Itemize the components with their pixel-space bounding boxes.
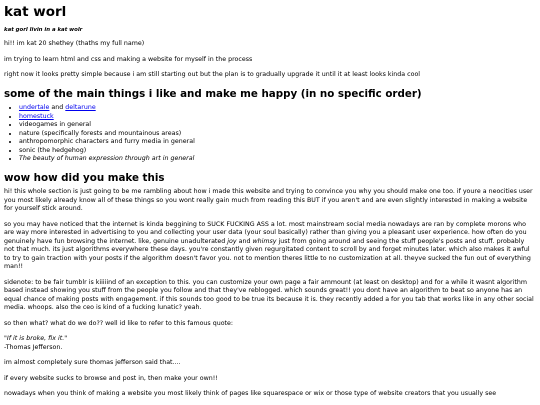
site-title: kat worl <box>4 4 67 20</box>
site-tagline: kat gorl livin in a kat wolr <box>4 27 83 34</box>
list-item: • videogames in general <box>19 121 536 130</box>
quote-block <box>4 335 536 352</box>
how-paragraph-4: so then what? what do we do?? well id like to refer to this famous quote: <box>4 319 234 327</box>
how-paragraph-6: if every website sucks to browse and post in, then make your own!! <box>4 374 218 382</box>
quote-text: "If it is broke, fix it." <box>4 335 68 343</box>
how-paragraph-5: im almost completely sure thomas jefferson said that.... <box>4 359 181 367</box>
undertale-link[interactable]: undertale <box>19 104 50 112</box>
how-paragraph-1: hi! this whole section is just going to be me rambling about how i made this website and trying to convince you why you should make one too. if youre a neocities user you most likely already know all of these things so you wont really gain much from reading this BUT if you aren't and are even slightly interested in making a website for yourself stick around. <box>4 188 533 213</box>
quote-attribution: -Thomas Jefferson. <box>4 343 63 351</box>
how-paragraph-3: sidenote: to be fair tumblr is kiiiiind of an exception to this. you can customize your own page a fair ammount (at least on desktop) and for a while it wasnt algorithm based instead showing you stuff from the people you follow and that they've reblogged. which sounds great!! you dont have an algorithm to beat so anyone has an equal chance of making posts with engagement. if this sounds too good to be true its because it is. they recently added a for you tab that works like in any other social media. whoops. also the ceo is kind of a fucking lunatic? yeah. <box>4 278 534 312</box>
list-item: • anthropomorphic characters and furry media in general <box>19 138 536 147</box>
list-item: • nature (specifically forests and mountainous areas) <box>19 130 536 139</box>
likes-list <box>4 104 536 164</box>
list-item <box>19 155 536 164</box>
intro-paragraph-2: im trying to learn html and css and making a website for myself in the process <box>4 55 253 63</box>
how-heading: wow how did you make this <box>4 171 165 184</box>
intro-paragraph-1: hi!! im kat 20 shethey (thaths my full name) <box>4 40 145 48</box>
how-paragraph-2: so you may have noticed that the internet is kinda beggining to SUCK FUCKING ASS a lot. most mainstream social media nowadays are ran by complete morons who are way more interested in advertising to you and collecting your user data (your soul basically) rather than giving you a pleasant user experience. how often do you genuinely have fun browsing the internet. like, genuine unadulterated joy and whimsy just from going around and seeing the stuff people's posts and stuff. probably not that much. its just algorithms everywhere these days. you're constantly given regurgitated content to scroll by and forget minutes later. which also makes it awful to try to gain traction with your posts if the algorithm doesn't favor you. not to mention theres little to no customization at all. theyve sucked the fun out of everything man!! <box>4 220 531 271</box>
intro-paragraph-3: right now it looks pretty simple because i am still starting out but the plan is to gradually upgrade it until it at least looks kinda cool <box>4 71 421 79</box>
homestuck-link[interactable]: homestuck <box>19 112 54 120</box>
list-item <box>19 113 536 122</box>
how-paragraph-7: nowadays when you think of making a website you most likely think of pages like squarespace or wix or those type of website creators that you usually see <box>4 390 497 398</box>
list-item-separator: and <box>51 104 64 112</box>
list-item: • sonic (the hedgehog) <box>19 147 536 156</box>
deltarune-link[interactable]: deltarune <box>65 104 96 112</box>
list-item-em: The beauty of human expression through art in general <box>19 155 195 163</box>
list-item <box>19 104 536 113</box>
likes-heading: some of the main things i like and make me happy (in no specific order) <box>4 87 422 100</box>
